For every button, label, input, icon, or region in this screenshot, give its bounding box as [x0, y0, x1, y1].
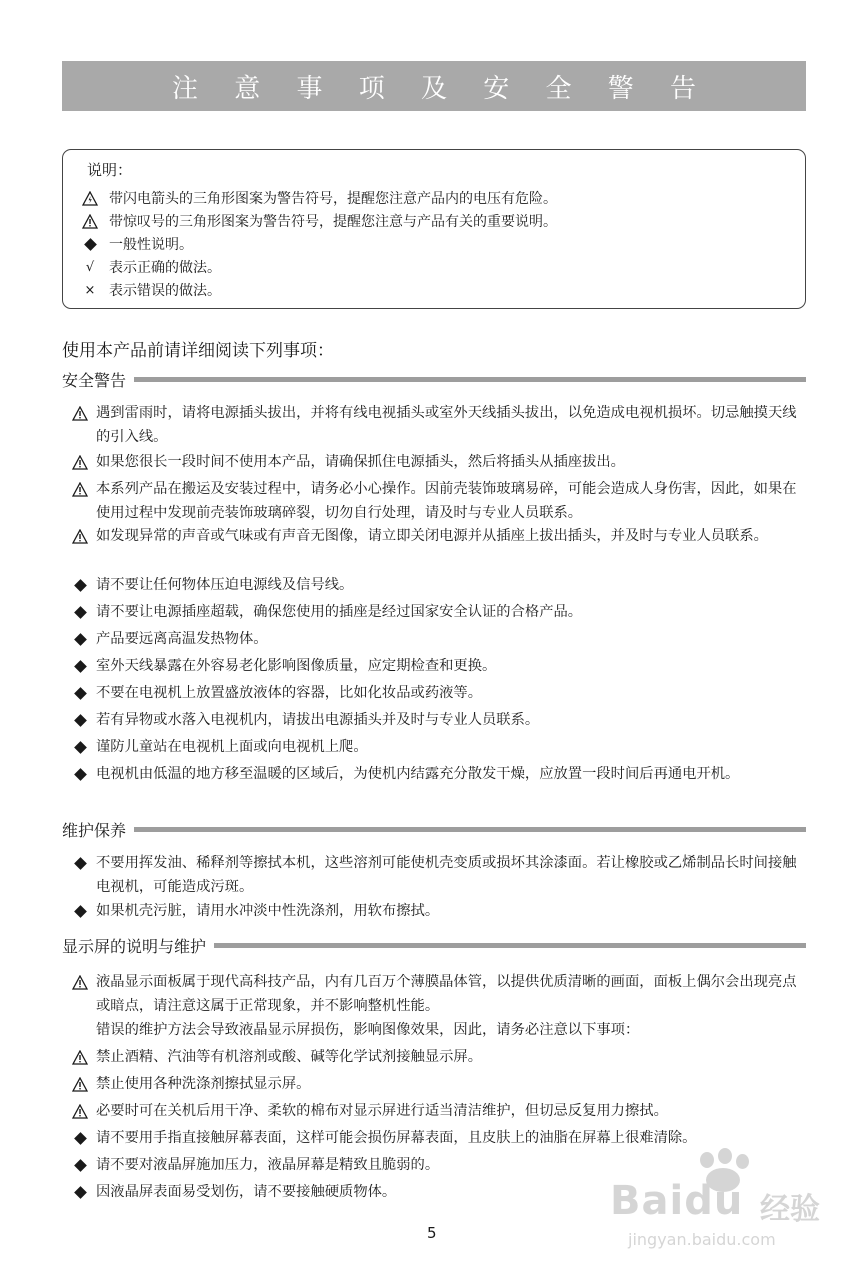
- legend-box: [62, 149, 806, 309]
- legend-row: [81, 280, 221, 300]
- list-item: [72, 899, 806, 923]
- item-text: 液晶显示面板属于现代高科技产品，内有几百万个薄膜晶体管，以提供优质清晰的画面，面板上偶尔会出现亮点或暗点，请注意这属于正常现象，并不影响整机性能。: [96, 974, 797, 1014]
- exclamation-warning-icon: [72, 1103, 88, 1119]
- cross-icon: ×: [84, 282, 96, 298]
- exclamation-warning-icon: [72, 405, 88, 421]
- item-text: 不要在电视机上放置盛放液体的容器，比如化妆品或药液等。: [96, 685, 483, 701]
- section-label: 维护保养: [62, 820, 127, 840]
- diamond-icon: [81, 236, 99, 252]
- item-text: 产品要远离高温发热物体。: [96, 631, 268, 647]
- item-text: 请不要对液晶屏施加压力，液晶屏幕是精致且脆弱的。: [96, 1157, 440, 1173]
- exclamation-warning-icon: [72, 1076, 88, 1092]
- legend-text: 一般性说明。: [109, 237, 193, 253]
- section-rule: [214, 943, 806, 948]
- list-item: [72, 1072, 806, 1096]
- check-icon: √: [85, 259, 95, 275]
- lightning-warning-icon: [81, 190, 99, 206]
- legend-row: [81, 234, 193, 254]
- diamond-icon: [72, 1157, 88, 1173]
- list-item: [72, 627, 806, 651]
- list-item: [72, 1018, 806, 1042]
- legend-text: 带惊叹号的三角形图案为警告符号，提醒您注意与产品有关的重要说明。: [109, 214, 557, 230]
- legend-row: [81, 188, 557, 208]
- section-label: 安全警告: [62, 370, 127, 390]
- item-text: 本系列产品在搬运及安装过程中，请务必小心操作。因前壳装饰玻璃易碎，可能会造成人身伤害，因此，如果在使用过程中发现前壳装饰玻璃碎裂，切勿自行处理，请及时与专业人员联系。: [96, 481, 797, 521]
- legend-row: [81, 211, 557, 231]
- legend-title: 说明：: [87, 161, 133, 179]
- section-heading-display: [62, 934, 806, 956]
- list-item: [72, 681, 806, 705]
- watermark-url: jingyan.baidu.com: [628, 1230, 776, 1249]
- legend-text: 表示正确的做法。: [109, 260, 221, 276]
- item-text: 禁止酒精、汽油等有机溶剂或酸、碱等化学试剂接触显示屏。: [96, 1049, 483, 1065]
- legend-row: [81, 257, 221, 277]
- list-item: [72, 762, 806, 786]
- section-rule: [134, 827, 806, 832]
- item-text: 如果您很长一段时间不使用本产品，请确保抓住电源插头，然后将插头从插座拔出。: [96, 454, 625, 470]
- diamond-icon: [72, 903, 88, 919]
- item-text: 谨防儿童站在电视机上面或向电视机上爬。: [96, 739, 368, 755]
- section-heading-safety: [62, 368, 806, 390]
- exclamation-warning-icon: [72, 1049, 88, 1065]
- diamond-icon: [72, 604, 88, 620]
- item-text: 因液晶屏表面易受划伤，请不要接触硬质物体。: [96, 1184, 397, 1200]
- exclamation-warning-icon: [72, 454, 88, 470]
- item-text: 错误的维护方法会导致液晶显示屏损伤，影响图像效果，因此，请务必注意以下事项：: [96, 1022, 640, 1038]
- list-item: [72, 654, 806, 678]
- list-item: [72, 477, 806, 525]
- list-item: [72, 524, 806, 548]
- item-text: 请不要让电源插座超载，确保您使用的插座是经过国家安全认证的合格产品。: [96, 604, 583, 620]
- section-heading-maintenance: [62, 818, 806, 840]
- item-text: 如发现异常的声音或气味或有声音无图像，请立即关闭电源并从插座上拔出插头，并及时与专业人员联系。: [96, 528, 768, 544]
- list-item: [72, 708, 806, 732]
- diamond-icon: [72, 631, 88, 647]
- section-rule: [134, 377, 806, 382]
- section-label: 显示屏的说明与维护: [62, 936, 207, 956]
- item-text: 请不要让任何物体压迫电源线及信号线。: [96, 577, 354, 593]
- item-text: 遇到雷雨时，请将电源插头拔出，并将有线电视插头或室外天线插头拔出，以免造成电视机损坏。切忌触摸天线的引入线。: [96, 405, 797, 445]
- item-text: 禁止使用各种洗涤剂擦拭显示屏。: [96, 1076, 311, 1092]
- diamond-icon: [72, 577, 88, 593]
- watermark-cn: 经验: [760, 1192, 820, 1227]
- exclamation-warning-icon: [72, 528, 88, 544]
- diamond-icon: [72, 658, 88, 674]
- list-item: [72, 970, 806, 1018]
- watermark-logo: Baidu: [610, 1178, 744, 1224]
- list-item: [72, 600, 806, 624]
- legend-text: 表示错误的做法。: [109, 283, 221, 299]
- diamond-icon: [72, 1130, 88, 1146]
- page-title: 注 意 事 项 及 安 全 警 告: [62, 61, 806, 111]
- diamond-icon: [72, 855, 88, 871]
- diamond-icon: [72, 1184, 88, 1200]
- intro-text: 使用本产品前请详细阅读下列事项：: [62, 341, 334, 361]
- list-item: [72, 573, 806, 597]
- list-item: [72, 401, 806, 449]
- list-item: [72, 1099, 806, 1123]
- item-text: 如果机壳污脏，请用水冲淡中性洗涤剂，用软布擦拭。: [96, 903, 440, 919]
- baidu-watermark: [608, 1148, 838, 1258]
- item-text: 室外天线暴露在外容易老化影响图像质量，应定期检查和更换。: [96, 658, 497, 674]
- item-text: 若有异物或水落入电视机内，请拔出电源插头并及时与专业人员联系。: [96, 712, 540, 728]
- item-text: 请不要用手指直接触屏幕表面，这样可能会损伤屏幕表面，且皮肤上的油脂在屏幕上很难清除。: [96, 1130, 697, 1146]
- item-text: 电视机由低温的地方移至温暖的区域后，为使机内结露充分散发干燥，应放置一段时间后再通电开机。: [96, 766, 740, 782]
- list-item: [72, 735, 806, 759]
- diamond-icon: [72, 739, 88, 755]
- item-text: 不要用挥发油、稀释剂等擦拭本机，这些溶剂可能使机壳变质或损坏其涂漆面。若让橡胶或乙烯制品长时间接触电视机，可能造成污斑。: [96, 855, 797, 895]
- item-text: 必要时可在关机后用干净、柔软的棉布对显示屏进行适当清洁维护，但切忌反复用力擦拭。: [96, 1103, 668, 1119]
- list-item: [72, 1126, 806, 1150]
- exclamation-warning-icon: [72, 481, 88, 497]
- paw-icon: [700, 1152, 714, 1168]
- legend-text: 带闪电箭头的三角形图案为警告符号，提醒您注意产品内的电压有危险。: [109, 191, 557, 207]
- list-item: [72, 851, 806, 899]
- diamond-icon: [72, 766, 88, 782]
- diamond-icon: [72, 685, 88, 701]
- diamond-icon: [72, 712, 88, 728]
- list-item: [72, 450, 806, 474]
- page-number: 5: [427, 1224, 437, 1242]
- exclamation-warning-icon: [81, 213, 99, 229]
- exclamation-warning-icon: [72, 974, 88, 990]
- list-item: [72, 1045, 806, 1069]
